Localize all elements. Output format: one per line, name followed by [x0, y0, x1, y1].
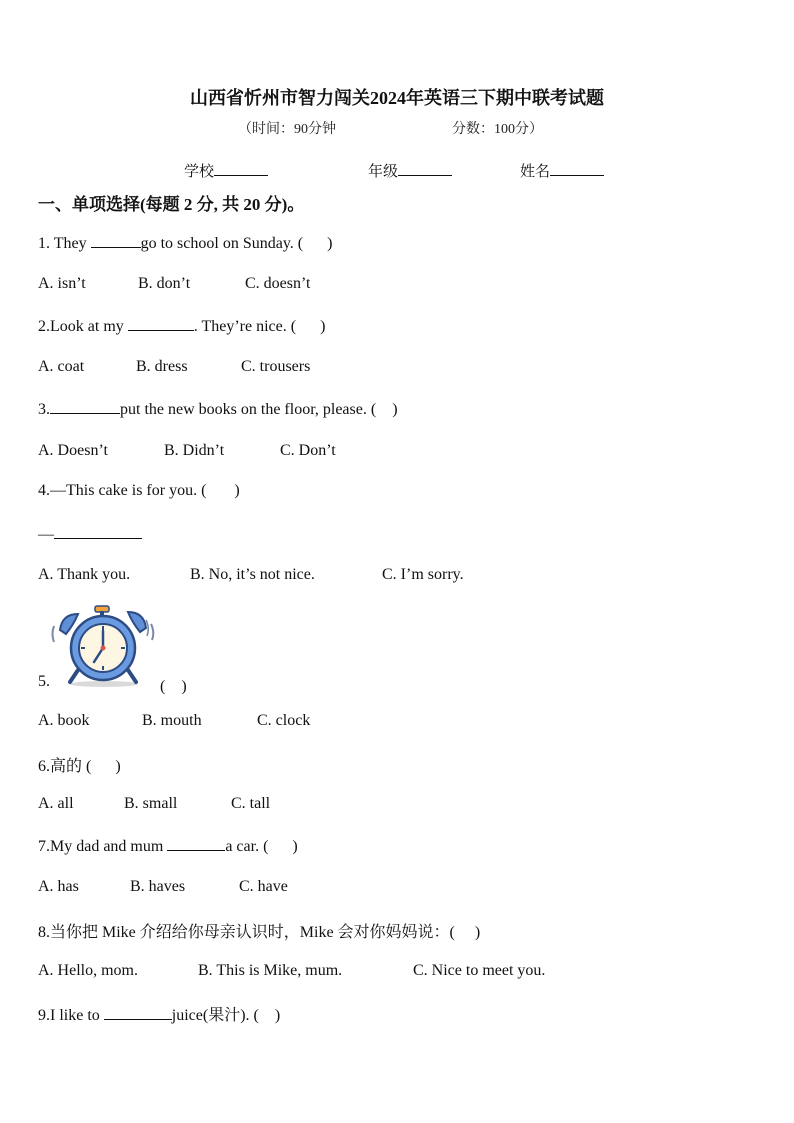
q3-paren: ): [392, 401, 398, 418]
exam-time: （时间：90分钟: [238, 122, 336, 137]
q2-blank[interactable]: [128, 316, 194, 331]
q7-stem-start: 7.My dad and mum: [38, 838, 168, 855]
q6-option-b[interactable]: B. small: [124, 795, 178, 812]
question-8: [38, 919, 480, 942]
q9-stem-start: 9.I like to: [38, 1007, 104, 1024]
q4-option-b[interactable]: B. No, it’s not nice.: [190, 566, 315, 583]
q5-option-c[interactable]: C. clock: [257, 712, 311, 729]
alarm-clock-icon: [48, 604, 158, 688]
q4-dash: —: [38, 526, 54, 543]
exam-title: 山西省忻州市智力闯关2024年英语三下期中联考试题: [190, 88, 604, 108]
q4-blank[interactable]: [54, 524, 142, 539]
q8-option-b[interactable]: B. This is Mike, mum.: [198, 962, 343, 979]
section-title: 一、单项选择(每题 2 分, 共 20 分)。: [38, 195, 305, 214]
q4-option-c[interactable]: C. I’m sorry.: [382, 566, 464, 583]
question-2: [38, 316, 325, 336]
q3-option-a[interactable]: A. Doesn’t: [38, 442, 108, 459]
q9-blank[interactable]: [104, 1005, 172, 1020]
question-3: [38, 399, 398, 419]
q7-option-a[interactable]: A. has: [38, 878, 79, 895]
question-5: [38, 673, 50, 691]
q2-option-c[interactable]: C. trousers: [241, 358, 311, 375]
question-9: [38, 1002, 280, 1025]
q8-paren: ): [474, 924, 481, 941]
question-7: [38, 836, 298, 856]
school-blank[interactable]: [214, 161, 268, 176]
q9-stem-end: juice(果汁). (: [171, 1007, 259, 1024]
q3-option-c[interactable]: C. Don’t: [280, 442, 336, 459]
q4-reply: [38, 524, 142, 544]
q6-option-a[interactable]: A. all: [38, 795, 74, 812]
q1-option-b[interactable]: B. don’t: [138, 275, 191, 292]
q5-option-a[interactable]: A. book: [38, 712, 90, 729]
question-4: [38, 482, 240, 500]
q6-option-c[interactable]: C. tall: [231, 795, 271, 812]
q2-option-b[interactable]: B. dress: [136, 358, 188, 375]
q1-stem-start: 1. They: [38, 235, 91, 252]
q1-paren: ): [327, 235, 333, 252]
q4-option-a[interactable]: A. Thank you.: [38, 566, 131, 583]
school-field: [184, 160, 268, 181]
q1-blank[interactable]: [91, 233, 141, 248]
q7-stem-end: a car. (: [225, 838, 269, 855]
q1-option-c[interactable]: C. doesn’t: [245, 275, 311, 292]
q2-stem-end: . They’re nice. (: [193, 318, 297, 335]
name-field: [520, 160, 604, 181]
name-blank[interactable]: [550, 161, 604, 176]
q5-paren: ( ): [160, 678, 187, 695]
question-1: [38, 233, 332, 253]
q6-paren: ): [115, 758, 121, 775]
alarm-clock-image: [48, 604, 158, 688]
q4-paren: ): [234, 482, 240, 499]
grade-label: 年级: [368, 164, 399, 180]
grade-field: [368, 160, 452, 181]
q2-paren: ): [320, 318, 326, 335]
q3-stem-start: 3.: [38, 401, 50, 418]
q5-number: 5.: [38, 673, 50, 690]
q7-paren: ): [292, 838, 298, 855]
q9-paren: ): [274, 1007, 281, 1024]
q7-option-b[interactable]: B. haves: [130, 878, 186, 895]
q7-option-c[interactable]: C. have: [239, 878, 288, 895]
grade-blank[interactable]: [398, 161, 452, 176]
name-label: 姓名: [520, 164, 551, 180]
q3-stem-end: put the new books on the floor, please. (: [120, 401, 377, 418]
q2-option-a[interactable]: A. coat: [38, 358, 85, 375]
q5-option-b[interactable]: B. mouth: [142, 712, 202, 729]
q7-blank[interactable]: [167, 836, 225, 851]
q1-option-a[interactable]: A. isn’t: [38, 275, 86, 292]
q1-stem-end: go to school on Sunday. (: [140, 235, 304, 252]
q2-stem-start: 2.Look at my: [38, 318, 128, 335]
question-6: [38, 753, 121, 776]
q3-blank[interactable]: [50, 399, 120, 414]
q8-option-a[interactable]: A. Hello, mom.: [38, 962, 138, 979]
school-label: 学校: [184, 164, 215, 180]
q8-option-c[interactable]: C. Nice to meet you.: [413, 962, 546, 979]
q4-stem: 4.—This cake is for you. (: [38, 482, 207, 499]
q3-option-b[interactable]: B. Didn’t: [164, 442, 225, 459]
exam-score: 分数：100分）: [452, 122, 543, 137]
q8-stem: 8.当你把 Mike 介绍给你母亲认识时，Mike 会对你妈妈说：(: [38, 924, 455, 941]
q6-stem: 6.高的 (: [38, 758, 92, 775]
